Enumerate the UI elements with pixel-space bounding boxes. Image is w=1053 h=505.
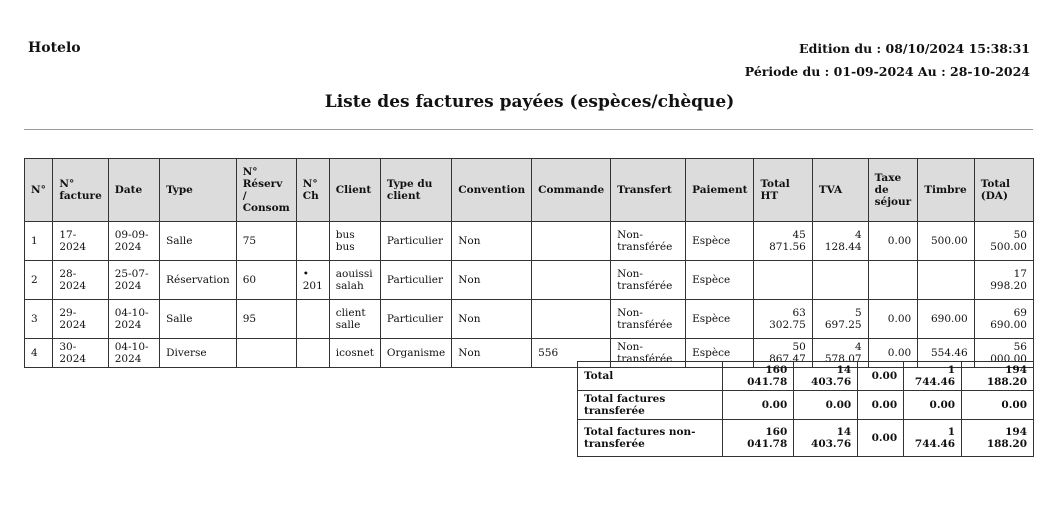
cell: Non-transférée — [611, 261, 686, 300]
cell: Espèce — [686, 300, 754, 339]
cell: 25-07-2024 — [108, 261, 159, 300]
cell — [296, 222, 329, 261]
cell: Non-transférée — [611, 300, 686, 339]
col-header: Total (DA) — [974, 159, 1033, 222]
brand-name: Hotelo — [28, 40, 81, 56]
col-header: Total HT — [754, 159, 812, 222]
table-row — [25, 300, 1034, 339]
col-header: Timbre — [918, 159, 975, 222]
cell: bus bus — [329, 222, 380, 261]
total-amount: 194 188.20 — [962, 362, 1034, 391]
cell: 4 128.44 — [812, 222, 868, 261]
period-range: Période du : 01-09-2024 Au : 28-10-2024 — [744, 64, 1030, 79]
col-header: Type — [160, 159, 237, 222]
cell: Salle — [160, 300, 237, 339]
totals-table — [577, 361, 1034, 457]
cell — [296, 339, 329, 368]
cell: icosnet — [329, 339, 380, 368]
cell — [532, 261, 611, 300]
cell: 69 690.00 — [974, 300, 1033, 339]
cell: 0.00 — [868, 222, 918, 261]
col-header: TVA — [812, 159, 868, 222]
total-non-transferred-row — [578, 420, 1034, 457]
cell: 5 697.25 — [812, 300, 868, 339]
cell: 2 — [25, 261, 53, 300]
total-label: Total factures non-transferée — [578, 420, 723, 457]
cell — [236, 339, 296, 368]
cell: 556 — [532, 339, 611, 368]
col-header: Paiement — [686, 159, 754, 222]
cell: client salle — [329, 300, 380, 339]
cell: Espèce — [686, 261, 754, 300]
total-ht: 0.00 — [723, 391, 794, 420]
total-timbre: 0.00 — [904, 391, 962, 420]
cell: Non-transférée — [611, 339, 686, 368]
cell: 554.46 — [918, 339, 975, 368]
total-tva: 14 403.76 — [794, 420, 858, 457]
cell — [532, 222, 611, 261]
col-header: N° facture — [53, 159, 108, 222]
col-header: Commande — [532, 159, 611, 222]
cell: 4 578.07 — [812, 339, 868, 368]
cell: 1 — [25, 222, 53, 261]
total-ht: 160 041.78 — [723, 420, 794, 457]
cell: 500.00 — [918, 222, 975, 261]
cell: • 201 — [296, 261, 329, 300]
cell: Particulier — [380, 222, 451, 261]
total-transferred-row — [578, 391, 1034, 420]
col-header: Type du client — [380, 159, 451, 222]
cell: 4 — [25, 339, 53, 368]
cell: Diverse — [160, 339, 237, 368]
cell: 690.00 — [918, 300, 975, 339]
cell: 0.00 — [868, 300, 918, 339]
total-amount: 0.00 — [962, 391, 1034, 420]
cell: 60 — [236, 261, 296, 300]
cell — [918, 261, 975, 300]
cell: 75 — [236, 222, 296, 261]
total-amount: 194 188.20 — [962, 420, 1034, 457]
cell: Espèce — [686, 222, 754, 261]
total-taxe: 0.00 — [858, 391, 904, 420]
cell: Non — [452, 339, 532, 368]
edition-date: Edition du : 08/10/2024 15:38:31 — [799, 41, 1030, 56]
table-row — [25, 261, 1034, 300]
total-tva: 0.00 — [794, 391, 858, 420]
col-header: N° Ch — [296, 159, 329, 222]
cell: 04-10-2024 — [108, 339, 159, 368]
cell: 09-09-2024 — [108, 222, 159, 261]
cell: Non — [452, 261, 532, 300]
cell: aouissi salah — [329, 261, 380, 300]
cell: 50 500.00 — [974, 222, 1033, 261]
invoices-table — [24, 158, 1034, 368]
total-taxe: 0.00 — [858, 362, 904, 391]
total-tva: 14 403.76 — [794, 362, 858, 391]
table-header-row — [25, 159, 1034, 222]
cell — [868, 261, 918, 300]
cell: 30-2024 — [53, 339, 108, 368]
cell: Espèce — [686, 339, 754, 368]
cell: 95 — [236, 300, 296, 339]
cell: 28-2024 — [53, 261, 108, 300]
cell: Réservation — [160, 261, 237, 300]
cell: 3 — [25, 300, 53, 339]
page-title: Liste des factures payées (espèces/chèque) — [324, 92, 735, 112]
cell: Non-transférée — [611, 222, 686, 261]
cell: Non — [452, 300, 532, 339]
cell: 50 867.47 — [754, 339, 812, 368]
col-header: Date — [108, 159, 159, 222]
col-header: Taxe de séjour — [868, 159, 918, 222]
cell: Particulier — [380, 261, 451, 300]
total-ht: 160 041.78 — [723, 362, 794, 391]
col-header: N° — [25, 159, 53, 222]
cell: 63 302.75 — [754, 300, 812, 339]
col-header: Convention — [452, 159, 532, 222]
cell: 0.00 — [868, 339, 918, 368]
total-timbre: 1 744.46 — [904, 362, 962, 391]
title-divider — [24, 129, 1033, 130]
cell: 45 871.56 — [754, 222, 812, 261]
col-header: Client — [329, 159, 380, 222]
col-header: Transfert — [611, 159, 686, 222]
cell — [812, 261, 868, 300]
cell — [532, 300, 611, 339]
total-label: Total factures transferée — [578, 391, 723, 420]
cell: Organisme — [380, 339, 451, 368]
cell: 17-2024 — [53, 222, 108, 261]
cell: 29-2024 — [53, 300, 108, 339]
cell: 56 000.00 — [974, 339, 1033, 368]
col-header: N° Réserv / Consom — [236, 159, 296, 222]
total-label: Total — [578, 362, 723, 391]
cell: 04-10-2024 — [108, 300, 159, 339]
cell: 17 998.20 — [974, 261, 1033, 300]
cell: Non — [452, 222, 532, 261]
cell: Salle — [160, 222, 237, 261]
total-row — [578, 362, 1034, 391]
total-taxe: 0.00 — [858, 420, 904, 457]
cell — [754, 261, 812, 300]
cell — [296, 300, 329, 339]
cell: Particulier — [380, 300, 451, 339]
total-timbre: 1 744.46 — [904, 420, 962, 457]
table-row — [25, 222, 1034, 261]
